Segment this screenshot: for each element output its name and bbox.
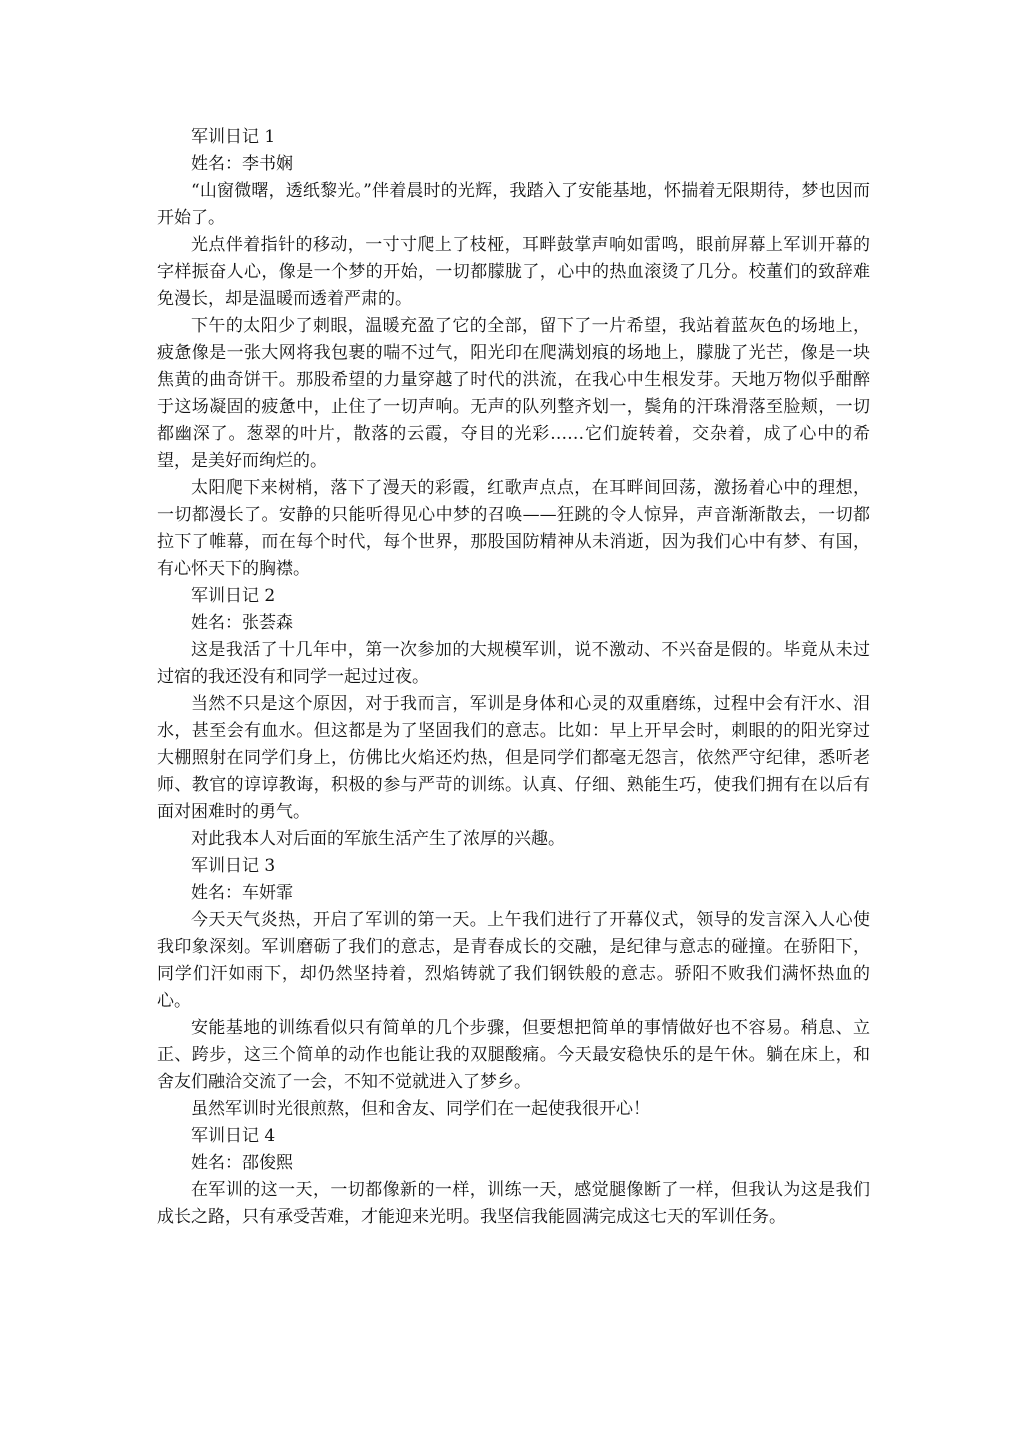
entry-author: 姓名：车妍霏 (191, 883, 293, 903)
entry-paragraph: 这是我活了十几年中，第一次参加的大规模军训，说不激动、不兴奋是假的。毕竟从未过过宿的我还没有和同学一起过过夜。 (157, 640, 870, 687)
entry-title: 军训日记 4 (191, 1126, 276, 1146)
diary-entry-2 (157, 583, 870, 853)
entry-paragraph: 对此我本人对后面的军旅生活产生了浓厚的兴趣。 (191, 829, 565, 849)
entry-paragraph: 光点伴着指针的移动，一寸寸爬上了枝桠，耳畔鼓掌声响如雷鸣，眼前屏幕上军训开幕的字样振奋人心，像是一个梦的开始，一切都朦胧了，心中的热血滚烫了几分。校董们的致辞难免漫长，却是温暖而透着严肃的。 (157, 235, 870, 309)
diary-entry-1 (157, 124, 870, 583)
entry-paragraph: 在军训的这一天，一切都像新的一样，训练一天，感觉腿像断了一样，但我认为这是我们成长之路，只有承受苦难，才能迎来光明。我坚信我能圆满完成这七天的军训任务。 (157, 1180, 870, 1227)
entry-paragraph: 今天天气炎热，开启了军训的第一天。上午我们进行了开幕仪式，领导的发言深入人心使我印象深刻。军训磨砺了我们的意志，是青春成长的交融，是纪律与意志的碰撞。在骄阳下，同学们汗如雨下，却仍然坚持着，烈焰铸就了我们钢铁般的意志。骄阳不败我们满怀热血的心。 (157, 910, 870, 1011)
entry-title: 军训日记 2 (191, 586, 276, 606)
diary-entry-4 (157, 1123, 870, 1231)
diary-entry-3 (157, 853, 870, 1123)
entry-title: 军训日记 1 (191, 127, 276, 147)
entry-paragraph: 安能基地的训练看似只有简单的几个步骤，但要想把简单的事情做好也不容易。稍息、立正、跨步，这三个简单的动作也能让我的双腿酸痛。今天最安稳快乐的是午休。躺在床上，和舍友们融洽交流了一会，不知不觉就进入了梦乡。 (157, 1018, 870, 1092)
entry-author: 姓名：张荟森 (191, 613, 293, 633)
entry-paragraph: “山窗微曙，透纸黎光。”伴着晨时的光辉，我踏入了安能基地，怀揣着无限期待，梦也因而开始了。 (157, 181, 870, 228)
entry-paragraph: 太阳爬下来树梢，落下了漫天的彩霞，红歌声点点，在耳畔间回荡，激扬着心中的理想，一切都漫长了。安静的只能听得见心中梦的召唤——狂跳的令人惊异，声音渐渐散去，一切都拉下了帷幕，而在每个时代，每个世界，那股国防精神从未消逝，因为我们心中有梦、有国，有心怀天下的胸襟。 (157, 478, 870, 579)
entry-paragraph: 虽然军训时光很煎熬，但和舍友、同学们在一起使我很开心！ (191, 1099, 650, 1119)
entry-author: 姓名：李书娴 (191, 154, 293, 174)
entry-title: 军训日记 3 (191, 856, 276, 876)
entry-paragraph: 下午的太阳少了刺眼，温暖充盈了它的全部，留下了一片希望，我站着蓝灰色的场地上，疲惫像是一张大网将我包裹的喘不过气，阳光印在爬满划痕的场地上，朦胧了光芒，像是一块焦黄的曲奇饼干。那股希望的力量穿越了时代的洪流，在我心中生根发芽。天地万物似乎酣醉于这场凝固的疲惫中，止住了一切声响。无声的队列整齐划一，鬓角的汗珠滑落至脸颊，一切都幽深了。葱翠的叶片，散落的云霞，夺目的光彩……它们旋转着，交杂着，成了心中的希望，是美好而绚烂的。 (157, 316, 870, 471)
entry-paragraph: 当然不只是这个原因，对于我而言，军训是身体和心灵的双重磨练，过程中会有汗水、泪水，甚至会有血水。但这都是为了坚固我们的意志。比如：早上开早会时，刺眼的的阳光穿过大棚照射在同学们身上，仿佛比火焰还灼热，但是同学们都毫无怨言，依然严守纪律，悉听老师、教官的谆谆教诲，积极的参与严苛的训练。认真、仔细、熟能生巧，使我们拥有在以后有面对困难时的勇气。 (157, 694, 870, 822)
document-page (157, 124, 870, 1231)
entry-author: 姓名：邵俊熙 (191, 1153, 293, 1173)
